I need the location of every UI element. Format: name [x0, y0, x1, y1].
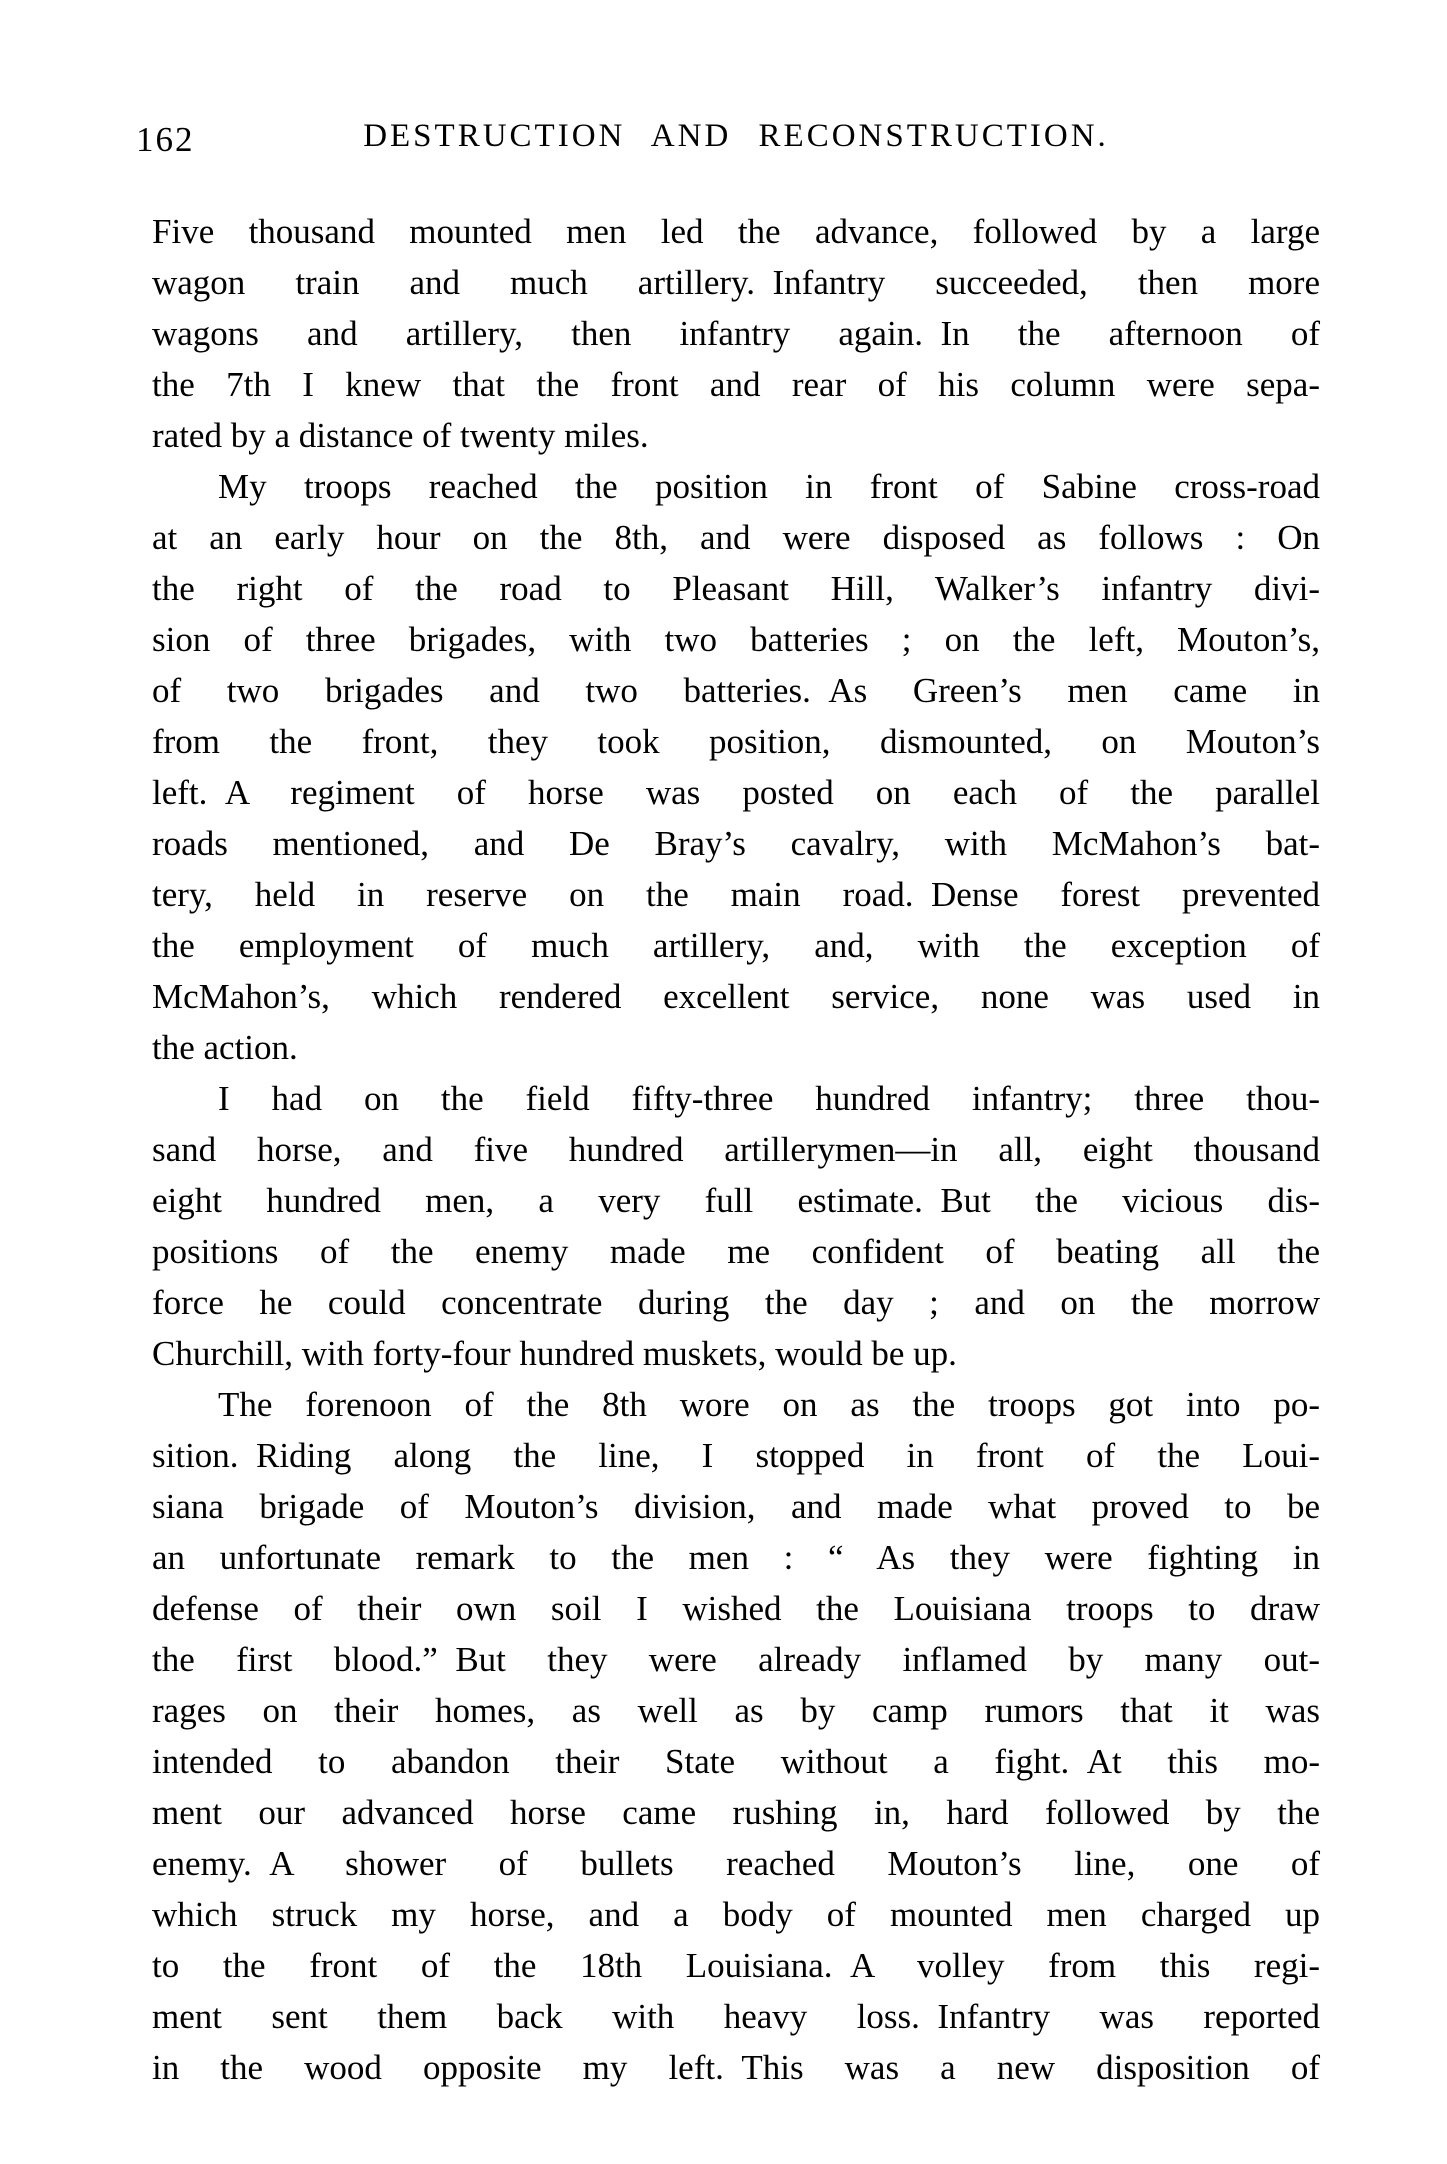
text-line: which struck my horse, and a body of mounted men charged up [152, 1895, 1320, 1934]
text-line: from the front, they took position, dismounted, on Mouton’s [152, 722, 1320, 761]
text-line: wagons and artillery, then infantry again. In the afternoon of [152, 314, 1320, 353]
text-line: an unfortunate remark to the men : “ As they were fighting in [152, 1538, 1320, 1577]
text-line: siana brigade of Mouton’s division, and made what proved to be [152, 1487, 1320, 1526]
text-line: Five thousand mounted men led the advance, followed by a large [152, 212, 1320, 251]
text-line: to the front of the 18th Louisiana. A volley from this regi- [152, 1946, 1320, 1985]
text-line: defense of their own soil I wished the Louisiana troops to draw [152, 1589, 1320, 1628]
text-line: the first blood.” But they were already inflamed by many out- [152, 1640, 1320, 1679]
text-line: I had on the field fifty-three hundred infantry; three thou- [218, 1079, 1320, 1118]
text-line: rages on their homes, as well as by camp rumors that it was [152, 1691, 1320, 1730]
text-line: ment our advanced horse came rushing in, hard followed by the [152, 1793, 1320, 1832]
text-line: ment sent them back with heavy loss. Infantry was reported [152, 1997, 1320, 2036]
text-line: enemy. A shower of bullets reached Mouton’s line, one of [152, 1844, 1320, 1883]
text-line: sition. Riding along the line, I stopped in front of the Loui- [152, 1436, 1320, 1475]
text-line: at an early hour on the 8th, and were disposed as follows : On [152, 518, 1320, 557]
page-text [152, 206, 1320, 2093]
text-line: wagon train and much artillery. Infantry succeeded, then more [152, 263, 1320, 302]
text-line: sion of three brigades, with two batteries ; on the left, Mouton’s, [152, 620, 1320, 659]
text-line: in the wood opposite my left. This was a new disposition of [152, 2048, 1320, 2087]
text-line: roads mentioned, and De Bray’s cavalry, with McMahon’s bat- [152, 824, 1320, 863]
text-line: The forenoon of the 8th wore on as the troops got into po- [218, 1385, 1320, 1424]
text-line: the employment of much artillery, and, with the exception of [152, 926, 1320, 965]
text-line: eight hundred men, a very full estimate. But the vicious dis- [152, 1181, 1320, 1220]
text-line: force he could concentrate during the day ; and on the morrow [152, 1283, 1320, 1322]
text-line: the 7th I knew that the front and rear of his column were sepa- [152, 365, 1320, 404]
text-line: of two brigades and two batteries. As Green’s men came in [152, 671, 1320, 710]
text-line: Churchill, with forty-four hundred muskets, would be up. [152, 1334, 957, 1373]
page-number: 162 [136, 120, 195, 159]
running-title: DESTRUCTION AND RECONSTRUCTION. [363, 118, 1109, 154]
text-line: intended to abandon their State without a fight. At this mo- [152, 1742, 1320, 1781]
text-line: sand horse, and five hundred artillerymen—in all, eight thousand [152, 1130, 1320, 1169]
text-line: positions of the enemy made me confident of beating all the [152, 1232, 1320, 1271]
text-line: McMahon’s, which rendered excellent service, none was used in [152, 977, 1320, 1016]
text-line: left. A regiment of horse was posted on each of the parallel [152, 773, 1320, 812]
text-line: tery, held in reserve on the main road. Dense forest prevented [152, 875, 1320, 914]
text-line: My troops reached the position in front of Sabine cross-road [218, 467, 1320, 506]
text-line: the action. [152, 1028, 298, 1067]
page-header [136, 118, 1320, 160]
text-line: rated by a distance of twenty miles. [152, 416, 649, 455]
text-line: the right of the road to Pleasant Hill, Walker’s infantry divi- [152, 569, 1320, 608]
